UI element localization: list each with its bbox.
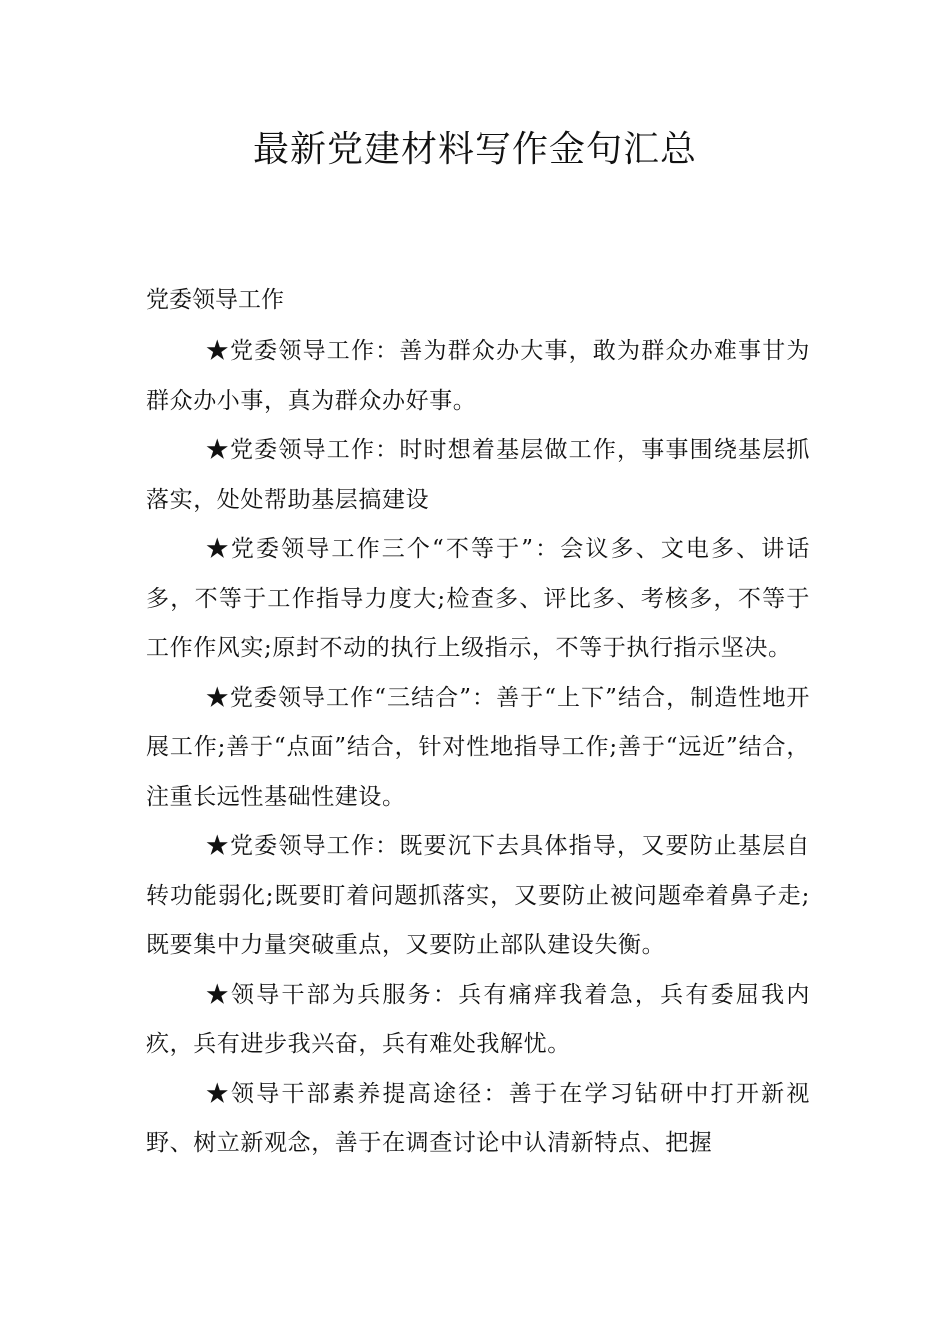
- paragraph: ★领导干部素养提高途径：善于在学习钻研中打开新视野、树立新观念，善于在调查讨论中认清新特点、把握: [146, 1080, 810, 1156]
- section-heading: 党委领导工作: [146, 287, 284, 313]
- paragraph: ★党委领导工作：善为群众办大事，敢为群众办难事甘为群众办小事，真为群众办好事。: [146, 338, 810, 414]
- paragraph: ★党委领导工作三个“不等于”：会议多、文电多、讲话多，不等于工作指导力度大;检查多、评比多、考核多，不等于工作作风实;原封不动的执行上级指示，不等于执行指示坚决。: [146, 536, 810, 661]
- document-body: [146, 327, 810, 1169]
- document-title: 最新党建材料写作金句汇总: [252, 129, 697, 170]
- paragraph: ★党委领导工作：既要沉下去具体指导，又要防止基层自转功能弱化;既要盯着问题抓落实，又要防止被问题牵着鼻子走;既要集中力量突破重点，又要防止部队建设失衡。: [146, 833, 810, 958]
- paragraph: ★党委领导工作：时时想着基层做工作，事事围绕基层抓落实，处处帮助基层搞建设: [146, 437, 810, 513]
- paragraph: ★党委领导工作“三结合”：善于“上下”结合，制造性地开展工作;善于“点面”结合，针对性地指导工作;善于“远近”结合，注重长远性基础性建设。: [146, 684, 810, 810]
- paragraph: ★领导干部为兵服务：兵有痛痒我着急，兵有委屈我内疚，兵有进步我兴奋，兵有难处我解忧。: [146, 981, 810, 1057]
